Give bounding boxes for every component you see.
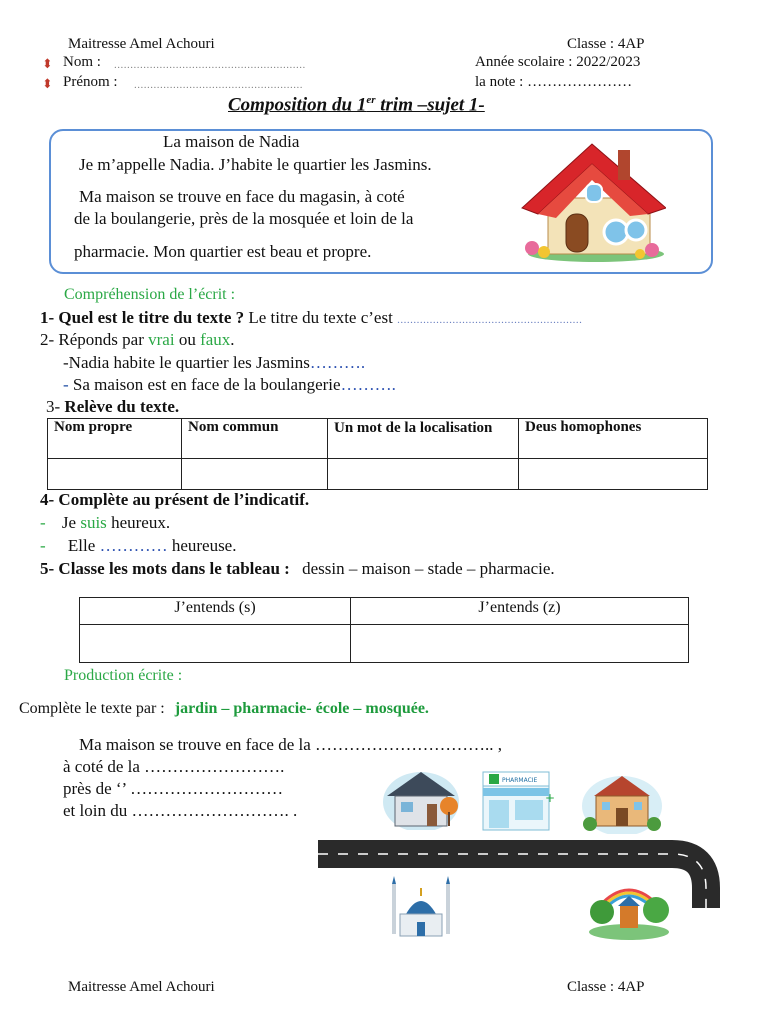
firstname-label: Prénom : [63,74,118,90]
q4-a-dash: - [40,513,46,532]
question-3 [46,397,179,417]
text-line-4: pharmacie. Mon quartier est beau et propre. [74,242,372,261]
q4-a-subject: Je [61,513,77,532]
sound-table [79,597,689,663]
q4-prompt: Complète au présent de l’indicatif. [58,490,310,509]
production-instruction [19,700,429,718]
q4-b-subject: Elle [67,536,96,555]
q5-word-list: dessin – maison – stade – pharmacie. [302,559,555,578]
q4-a-verb: suis [80,513,107,532]
q2-period: . [230,330,235,349]
page-title [228,94,485,116]
text-heading: La maison de Nadia [163,132,300,151]
q3-prompt: Relève du texte. [64,397,180,416]
q2-faux: faux [200,330,231,349]
table-row [48,459,708,490]
pharmacy-sign-text: PHARMACIE [502,777,538,784]
text-line-3: de la boulangerie, près de la mosquée et loin de la [74,209,414,228]
q4-b-rest: heureuse. [171,536,237,555]
q2-ou: ou [178,330,196,349]
pharmacy-icon [479,768,557,832]
q1-prompt: Quel est le titre du texte ? [58,308,245,327]
answer-cell[interactable] [48,459,182,490]
answer-cell[interactable] [328,459,519,490]
mosque-icon [386,874,456,940]
q5-prompt: Classe les mots dans le tableau : [58,559,290,578]
footer-class-label: Classe : 4AP [567,979,645,995]
answer-cell[interactable] [80,625,351,663]
col-localisation: Un mot de la localisation [328,419,519,459]
garden-icon [586,870,672,942]
teacher-name: Maitresse Amel Achouri [68,36,215,52]
q4-b-dash: - [40,536,46,555]
name-field[interactable]: ........................................................... [114,59,306,71]
table-row [80,625,689,663]
q4-a-rest: heureux. [111,513,171,532]
school-icon [580,766,664,834]
production-line-1[interactable]: Ma maison se trouve en face de la ………………………….. , [79,735,503,754]
question-4 [40,490,309,510]
question-1 [40,308,582,328]
q2-vrai: vrai [148,330,175,349]
q2-prompt: 2- Réponds par [40,330,144,349]
house-illustration [520,136,666,264]
firstname-field[interactable]: .................................................... [134,79,303,91]
q2-statement-b-answer[interactable]: ………. [340,375,396,394]
title-rest: trim –sujet 1- [375,94,485,116]
q2-statement-a-text: -Nadia habite le quartier les Jasmins [63,353,310,372]
q5-number: 5- [40,559,55,578]
col-z-sound: J’entends (z) [351,598,689,625]
name-label: Nom : [63,54,101,70]
table-header-row [80,598,689,625]
instruction-text: Complète le texte par : [19,700,165,717]
title-main: Composition du 1 [228,94,367,116]
small-house-icon [381,762,461,830]
school-year: Année scolaire : 2022/2023 [475,54,641,70]
production-line-3[interactable]: près de ‘’ ……………………… [63,779,284,798]
text-line-1: Je m’appelle Nadia. J’habite le quartier les Jasmins. [79,155,432,174]
col-nom-commun: Nom commun [182,419,328,459]
grade-field: la note : ………………… [475,74,633,90]
answer-cell[interactable] [182,459,328,490]
class-label: Classe : 4AP [567,36,645,52]
production-heading: Production écrite : [64,667,183,684]
q4-b-answer-field[interactable]: ………… [99,536,168,555]
q4-item-a [40,513,170,533]
comprehension-heading: Compréhension de l’écrit : [64,286,236,303]
production-line-2[interactable]: à coté de la ……………………. [63,757,285,776]
production-word-list: jardin – pharmacie- école – mosquée. [174,700,429,717]
q2-statement-b [63,375,396,395]
production-line-4[interactable]: et loin du ………………………. . [63,801,298,820]
footer-teacher-name: Maitresse Amel Achouri [68,979,215,995]
arrow-bullet-icon: ⬍ [42,76,53,91]
q1-number: 1- [40,308,55,327]
question-2 [40,330,235,350]
arrow-bullet-icon: ⬍ [42,56,53,71]
answer-cell[interactable] [351,625,689,663]
question-5 [40,559,555,579]
q1-answer-field[interactable]: ......................................................... [397,314,583,326]
title-superscript: er [366,94,376,106]
q4-item-b [40,536,236,556]
extraction-table [47,418,708,490]
q2-statement-a-answer[interactable]: ………. [309,353,366,372]
svg-text:+: + [545,791,556,805]
q3-number: 3- [46,397,61,416]
table-header-row [48,419,708,459]
col-nom-propre: Nom propre [48,419,182,459]
col-s-sound: J’entends (s) [80,598,351,625]
answer-cell[interactable] [519,459,708,490]
q2-statement-a [63,353,365,373]
text-line-2: Ma maison se trouve en face du magasin, à coté [79,187,405,206]
q4-number: 4- [40,490,55,509]
col-homophones: Deus homophones [519,419,708,459]
q2-b-dash: - [63,375,69,394]
q2-statement-b-text: Sa maison est en face de la boulangerie [68,375,341,394]
q1-answer-start: Le titre du texte c’est [248,308,393,327]
